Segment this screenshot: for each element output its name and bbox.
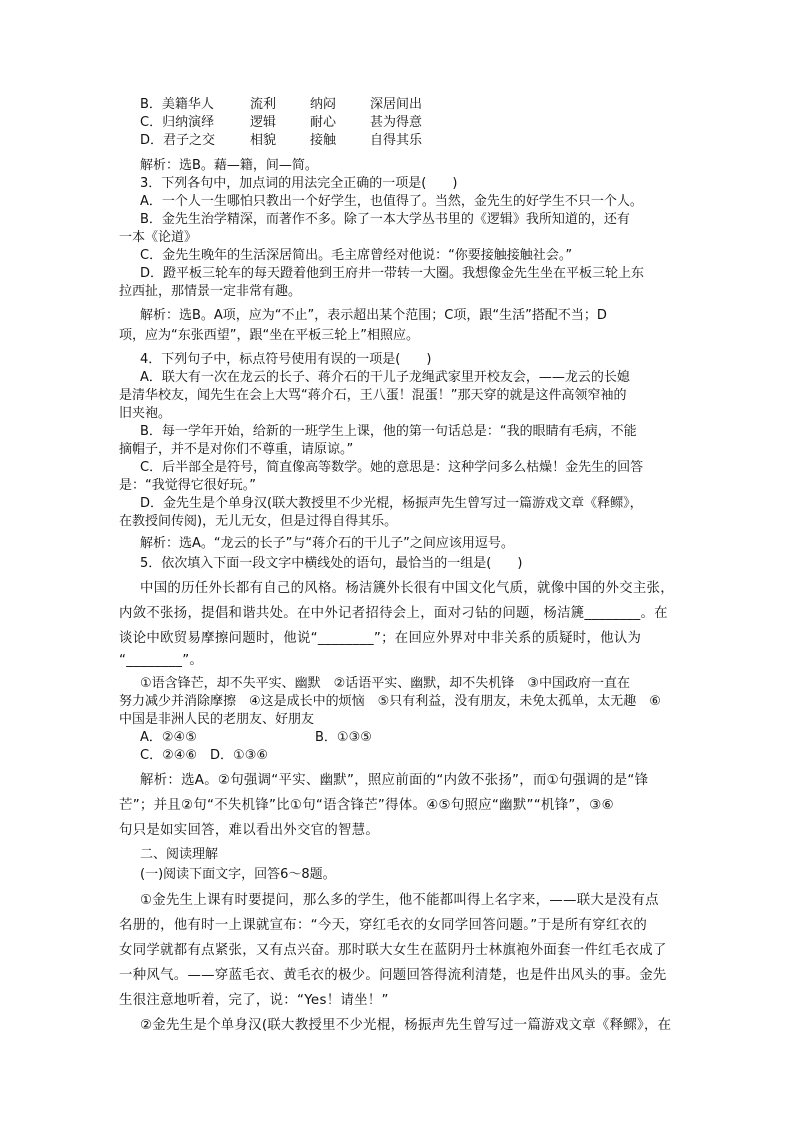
q4-analysis: 解析：选A。“龙云的长子”与“蒋介石的干儿子”之间应该用逗号。 (140, 536, 514, 551)
q5-options-3: 中国是非洲人民的老朋友、好朋友 (119, 712, 315, 727)
q4-option-c: C．后半部全是符号，简直像高等数学。她的意思是：这种学问多么枯燥！金先生的回答 (140, 460, 644, 475)
q5-options-2: 努力减少并消除摩擦 ④这是成长中的烦恼 ⑤只有利益，没有朋友，未免太孤单，太无趣 ⑥ (119, 694, 661, 709)
section-title: 二、阅读理解 (140, 847, 219, 862)
q3-option-a: A．一个人一生哪怕只教出一个好学生，也值得了。当然，金先生的好学生不只一个人。 (140, 194, 643, 209)
q3-analysis: 解析：选B。A项，应为“不止”，表示超出某个范围；C项，跟“生活”搭配不当；D (140, 308, 607, 323)
option-d-word2: 相貌 (250, 133, 277, 148)
option-b-word4: 深居间出 (370, 97, 423, 112)
q5-passage-2: 内敛不张扬，提倡和谐共处。在中外记者招待会上，面对刁钻的问题，杨洁篪________。在 (119, 606, 668, 621)
q4-option-a: A．联大有一次在龙云的长子、蒋介石的干儿子龙绳武家里开校友会，——龙云的长媳 (140, 370, 630, 385)
q4-option-d: D．金先生是个单身汉(联大教授里不少光棍，杨振声先生曾写过一篇游戏文章《释鳏》， (140, 496, 643, 511)
q4-stem: 4．下列句子中，标点符号使用有误的一项是( ) (140, 352, 432, 367)
q3-analysis-cont: 项，应为“东张西望”，跟“坐在平板三轮上”相照应。 (119, 328, 419, 343)
q5-analysis-2: 芒”；并且②句“不失机锋”比①句“语含锋芒”得体。④⑤句照应“幽默”“机锋”，③⑥ (119, 798, 614, 813)
option-b-label: B．美籍华人 (140, 97, 214, 112)
q5-choices-ab (140, 729, 372, 747)
reading-para1-line4: 一种风气。——穿蓝毛衣、黄毛衣的极少。问题回答得流利清楚，也是件出风头的事。金先 (119, 968, 667, 983)
q5-passage-4: “________”。 (119, 653, 204, 668)
section-subtitle: (一)阅读下面文字，回答6～8题。 (140, 867, 336, 882)
q5-choice-a: A．②④⑤ (140, 730, 197, 745)
option-c-word4: 甚为得意 (370, 115, 423, 130)
q5-choices-cd: C．②④⑥ D．①③⑥ (140, 748, 269, 763)
q3-option-d-cont: 拉西扯，那情景一定非常有趣。 (119, 284, 302, 299)
q3-option-b-cont: 一本《论道》 (119, 230, 198, 245)
analysis-q2: 解析：选B。藉—籍，间—简。 (140, 158, 318, 173)
option-d-label: D．君子之交 (140, 133, 216, 148)
q5-stem: 5．依次填入下面一段文字中横线处的语句，最恰当的一组是( ) (140, 556, 523, 571)
q5-choice-b: B．①③⑤ (315, 730, 372, 745)
q5-passage-1: 中国的历任外长都有自己的风格。杨洁篪外长很有中国文化气质，就像中国的外交主张， (140, 581, 674, 596)
option-b-word3: 纳闷 (310, 97, 337, 112)
q3-option-b: B．金先生治学精深，而著作不多。除了一本大学丛书里的《逻辑》我所知道的，还有 (140, 212, 630, 227)
option-d-word3: 接触 (310, 133, 337, 148)
q5-options-1: ①语含锋芒，却不失平实、幽默 ②话语平实、幽默，却不失机锋 ③中国政府一直在 (140, 676, 630, 691)
option-d-word4: 自得其乐 (370, 133, 423, 148)
q5-analysis-3: 句只是如实回答，难以看出外交官的智慧。 (119, 823, 380, 838)
q5-passage-3: 谈论中欧贸易摩擦问题时，他说“________”；在回应外界对中非关系的质疑时，他认为 (119, 631, 642, 646)
q3-option-c: C．金先生晚年的生活深居简出。毛主席曾经对他说：“你要接触接触社会。” (140, 248, 573, 263)
reading-para1-line5: 生很注意地听着，完了，说：“Yes！请坐！” (119, 993, 389, 1008)
option-d-row (140, 132, 422, 150)
q5-analysis-1: 解析：选A。②句强调“平实、幽默”，照应前面的“内敛不张扬”，而①句强调的是“锋 (140, 773, 649, 788)
option-c-label: C．归纳演绎 (140, 115, 215, 130)
q4-option-b-cont: 摘帽子，并不是对你们不尊重，请原谅。” (119, 442, 354, 457)
reading-para1-line2: 名册的，他有时一上课就宣布：“今天，穿红毛衣的女同学回答问题。”于是所有穿红衣的 (119, 918, 648, 933)
reading-para1-line1: ①金先生上课有时要提问，那么多的学生，他不能都叫得上名字来，——联大是没有点 (140, 893, 659, 908)
option-b-row (140, 96, 422, 114)
option-b-word2: 流利 (250, 97, 277, 112)
reading-para2-line1: ②金先生是个单身汉(联大教授里不少光棍，杨振声先生曾写过一篇游戏文章《释鳏》，在 (140, 1018, 672, 1033)
q4-option-c-cont: 是：“我觉得它很好玩。” (119, 478, 256, 493)
q3-option-d: D．蹬平板三轮车的每天蹬着他到王府井一带转一大圈。我想像金先生坐在平板三轮上东 (140, 266, 645, 281)
q4-option-a-cont1: 是清华校友，闻先生在会上大骂“蒋介石，王八蛋！混蛋！”那天穿的就是这件高领窄袖的 (119, 388, 627, 403)
q3-stem: 3．下列各句中，加点词的用法完全正确的一项是( ) (140, 176, 458, 191)
option-c-word2: 逻辑 (250, 115, 277, 130)
option-c-row (140, 114, 422, 132)
q4-option-d-cont: 在教授间传阅)，无儿无女，但是过得自得其乐。 (119, 514, 398, 529)
option-c-word3: 耐心 (310, 115, 337, 130)
reading-para1-line3: 女同学就都有点紧张，又有点兴奋。那时联大女生在蓝阴丹士林旗袍外面套一件红毛衣成了 (119, 943, 667, 958)
q4-option-a-cont2: 旧夹袍。 (119, 406, 172, 421)
q4-option-b: B．每一学年开始，给新的一班学生上课，他的第一句话总是：“我的眼睛有毛病，不能 (140, 424, 637, 439)
